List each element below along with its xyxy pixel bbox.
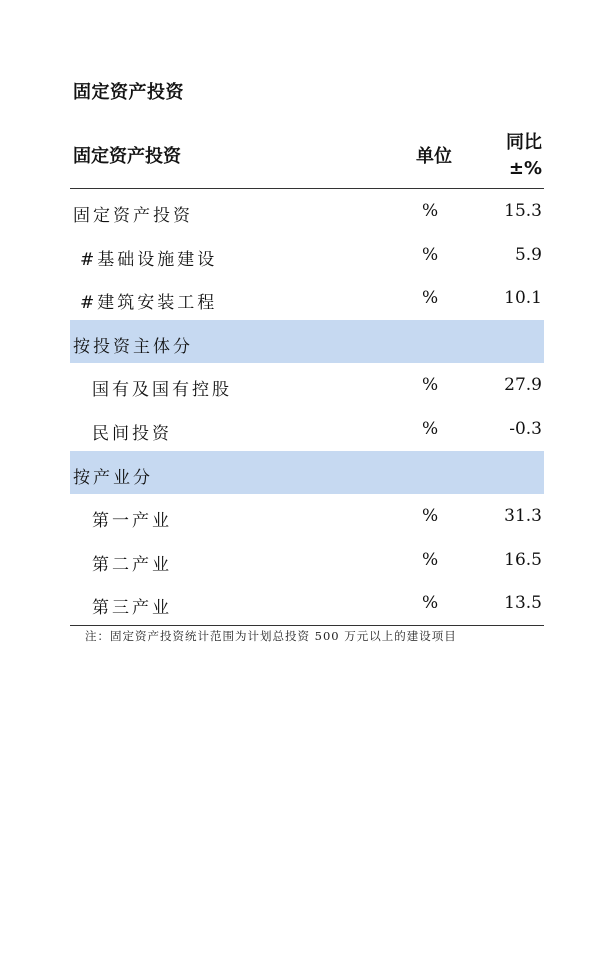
row-unit: % [422,549,439,570]
row-unit: % [422,506,439,527]
row-unit: % [422,288,439,309]
table-row [70,538,544,582]
row-value: 5.9 [514,244,542,265]
section-row [70,451,544,495]
row-name: 民间投资 [92,423,172,444]
header-change-line1: 同比 [506,132,542,153]
table-row [70,363,544,407]
section-row [70,320,544,364]
row-value: 31.3 [504,506,542,527]
header-name: 固定资产投资 [73,146,181,167]
table-row [70,407,544,451]
row-value: -0.3 [509,418,542,439]
row-name: 国有及国有控股 [92,380,232,401]
footnote: 注：固定资产投资统计范围为计划总投资 500 万元以上的建设项目 [85,629,457,643]
row-name: 第三产业 [92,598,172,619]
row-value: 16.5 [504,549,542,570]
table-row [70,276,544,320]
row-name: 固定资产投资 [73,206,193,226]
table-row [70,233,544,277]
row-name: 第一产业 [92,511,172,532]
row-unit: % [422,593,439,614]
header-change-line2: ±% [508,158,542,179]
table-header [70,126,544,189]
table-row [70,494,544,538]
row-unit: % [422,244,439,265]
header-change [506,130,542,182]
header-unit: 单位 [416,146,452,167]
row-value: 13.5 [504,593,542,614]
investment-table [70,126,544,626]
row-value: 27.9 [504,375,542,396]
row-name: #基础设施建设 [80,249,218,270]
row-unit: % [422,375,439,396]
row-value: 10.1 [504,288,542,309]
section-title: 按投资主体分 [73,336,193,357]
row-name: #建筑安装工程 [80,293,218,314]
table-bottom-rule [70,625,544,626]
section-title: 按产业分 [73,467,153,488]
row-unit: % [422,418,439,439]
row-value: 15.3 [504,201,542,221]
row-name: 第二产业 [92,554,172,575]
table-row [70,581,544,625]
table-row [70,189,544,233]
page-title: 固定资产投资 [73,82,184,103]
row-unit: % [422,201,439,221]
